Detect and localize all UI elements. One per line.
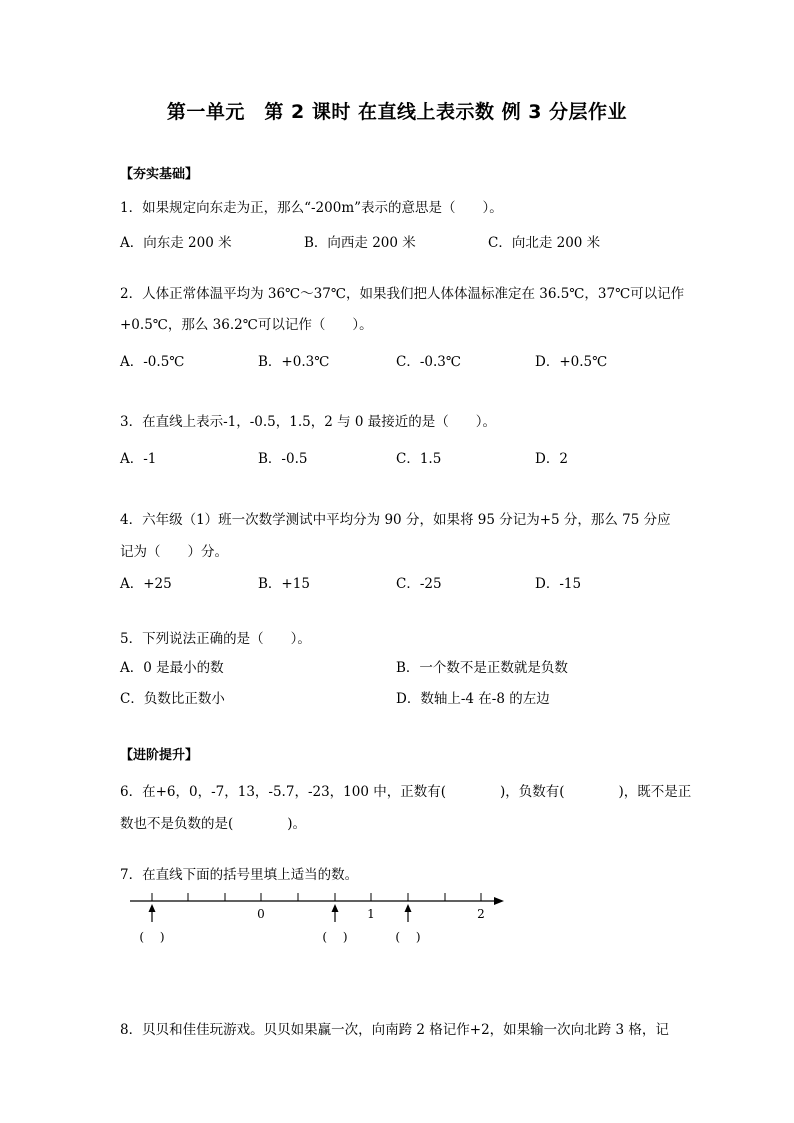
question-5-option-a: A．0 是最小的数 <box>120 660 224 676</box>
section-advanced-heading: 【进阶提升】 <box>120 748 199 763</box>
question-5-stem: 5．下列说法正确的是（ ）。 <box>120 631 311 647</box>
page-title: 第一单元 第 2 课时 在直线上表示数 例 3 分层作业 <box>166 101 628 123</box>
question-2-option-b: B．+0.3℃ <box>258 354 330 370</box>
question-4-stem-line-1: 4．六年级（1）班一次数学测试中平均分为 90 分，如果将 95 分记为+5 分，那么 75 分应 <box>120 512 671 528</box>
tick-label-1: 1 <box>367 907 375 921</box>
question-3-option-d: D．2 <box>535 451 568 467</box>
question-1-option-b: B．向西走 200 米 <box>304 235 416 251</box>
tick-label-2: 2 <box>477 907 485 921</box>
question-5-option-d: D．数轴上-4 在-8 的左边 <box>396 691 550 707</box>
up-arrow-icon <box>332 904 339 922</box>
question-2-option-d: D．+0.5℃ <box>535 354 608 370</box>
question-5-option-b: B．一个数不是正数就是负数 <box>396 660 568 676</box>
question-5-option-c: C．负数比正数小 <box>120 691 225 707</box>
question-3-stem: 3．在直线上表示-1，-0.5，1.5，2 与 0 最接近的是（ ）。 <box>120 414 497 430</box>
question-4-stem-line-2: 记为（ ）分。 <box>120 544 228 560</box>
question-2-stem-line-2: +0.5℃，那么 36.2℃可以记作（ ）。 <box>120 317 373 333</box>
question-1-option-a: A．向东走 200 米 <box>120 235 232 251</box>
question-3-option-a: A．-1 <box>120 451 157 467</box>
answer-blank-2[interactable]: ( ) <box>322 930 348 944</box>
question-3-option-c: C．1.5 <box>396 451 442 467</box>
question-1-stem: 1．如果规定向东走为正，那么“-200m”表示的意思是（ ）。 <box>120 200 503 216</box>
question-2-stem-line-1: 2．人体正常体温平均为 36℃～37℃，如果我们把人体体温标准定在 36.5℃，37℃可以记作 <box>120 286 685 302</box>
answer-blank-1[interactable]: ( ) <box>139 930 165 944</box>
question-8-stem-line-1: 8．贝贝和佳佳玩游戏。贝贝如果赢一次，向南跨 2 格记作+2，如果输一次向北跨 3 格，记 <box>120 1022 669 1038</box>
tick-label-0: 0 <box>257 907 265 921</box>
answer-blank-3[interactable]: ( ) <box>395 930 421 944</box>
number-line-arrowhead <box>494 897 504 905</box>
question-4-option-b: B．+15 <box>258 576 310 592</box>
question-4-option-c: C．-25 <box>396 576 442 592</box>
section-basic-heading: 【夯实基础】 <box>120 167 199 182</box>
question-6-stem-line-2: 数也不是负数的是( )。 <box>120 816 307 832</box>
question-2-option-c: C．-0.3℃ <box>396 354 461 370</box>
question-4-option-d: D．-15 <box>535 576 582 592</box>
question-4-option-a: A．+25 <box>120 576 172 592</box>
up-arrow-icon <box>149 904 156 922</box>
number-line-figure <box>120 882 520 952</box>
question-6-stem-line-1: 6．在+6，0，-7，13，-5.7，-23，100 中，正数有( )，负数有( )，既不是正 <box>120 784 692 800</box>
question-7-stem: 7．在直线下面的括号里填上适当的数。 <box>120 867 359 883</box>
number-line-ticks <box>152 893 481 901</box>
question-3-option-b: B．-0.5 <box>258 451 308 467</box>
question-1-option-c: C．向北走 200 米 <box>488 235 601 251</box>
up-arrow-icon <box>405 904 412 922</box>
question-2-option-a: A．-0.5℃ <box>120 354 185 370</box>
